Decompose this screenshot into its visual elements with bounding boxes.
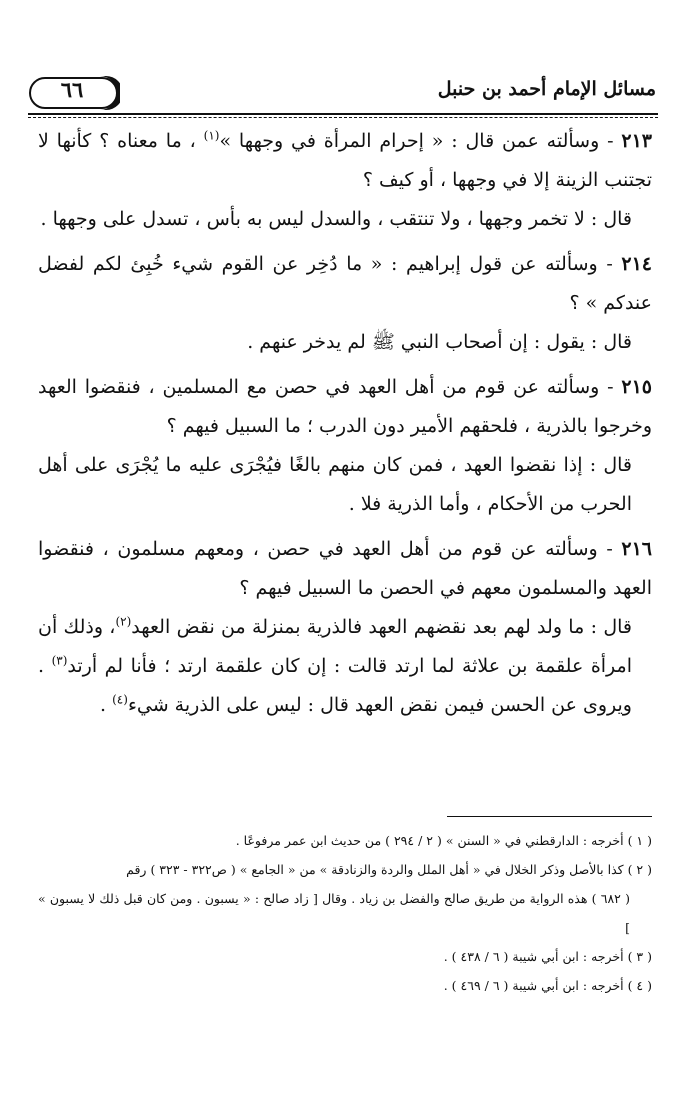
entry-question — [38, 368, 652, 446]
entry-213 — [38, 122, 652, 239]
answer-part: . — [100, 694, 107, 716]
entry-number: ٢١٥ — [621, 376, 652, 398]
entry-answer: قال : لا تخمر وجهها ، ولا تنتقب ، والسدل ليس به بأس ، تسدل على وجهها . — [40, 208, 632, 230]
question-text: - وسألته عن قوم من أهل العهد في حصن ، ومعهم مسلمون ، فنقضوا العهد والمسلمون معهم في الحصن ما السبيل فيهم ؟ — [38, 538, 652, 599]
page-number-badge — [28, 76, 120, 110]
footnote-3: ( ٣ ) أخرجه : ابن أبي شيبة ( ٦ / ٤٣٨ ) . — [443, 949, 652, 964]
page-header — [28, 76, 658, 116]
main-text — [38, 122, 652, 731]
entry-answer: قال : يقول : إن أصحاب النبي ﷺ لم يدخر عنهم . — [247, 331, 632, 353]
running-title: مسائل الإمام أحمد بن حنبل — [437, 78, 656, 100]
footnote-separator — [447, 816, 652, 817]
footnote-ref[interactable]: (٢) — [115, 614, 132, 629]
entry-number: ٢١٣ — [621, 130, 653, 152]
answer-part: ، وذلك أن امرأة علقمة بن علاثة لما ارتد قالت : إن كان علقمة ارتد ؛ فأنا لم أرتد — [38, 616, 632, 677]
footnote-4: ( ٤ ) أخرجه : ابن أبي شيبة ( ٦ / ٤٦٩ ) . — [443, 978, 652, 993]
entry-question — [38, 122, 652, 200]
footnote-ref[interactable]: (٤) — [112, 692, 128, 707]
question-text-rest: ، ما معناه ؟ كأنها لا تجتنب الزينة إلا في وجهها ، أو كيف ؟ — [38, 130, 652, 191]
entry-answer: قال : إذا نقضوا العهد ، فمن كان منهم بالغًا فيُجْرَى عليه ما يُجْرَى على أهل الحرب من الأحكام ، وأما الذرية فلا . — [38, 454, 632, 515]
answer-part: . ويروى عن الحسن فيمن نقض العهد قال : ليس على الذرية شيء — [38, 655, 632, 716]
entry-216 — [38, 530, 652, 725]
footnote-ref[interactable]: (١) — [203, 128, 220, 143]
footnotes — [38, 826, 652, 1000]
question-text: - وسألته عن قول إبراهيم : « ما دُخِر عن القوم شيء خُبِئ لكم لفضل عندكم » ؟ — [38, 253, 652, 314]
question-text: - وسألته عن قوم من أهل العهد في حصن مع المسلمين ، فنقضوا العهد وخرجوا بالذرية ، فلحقهم الأمير دون الدرب ؛ ما السبيل فيهم ؟ — [38, 376, 652, 437]
entry-215 — [38, 368, 652, 524]
header-rule — [28, 113, 658, 118]
footnote-2: ( ٢ ) كذا بالأصل وذكر الخلال في « أهل الملل والردة والزنادقة » من « الجامع » ( ص٣٢٢ - ٣٢٣ ) رقم — [126, 862, 652, 877]
entry-number: ٢١٦ — [621, 538, 652, 560]
entry-answer — [38, 608, 652, 725]
footnote-ref[interactable]: (٣) — [51, 653, 68, 668]
footnote-1: ( ١ ) أخرجه : الدارقطني في « السنن » ( ٢ / ٢٩٤ ) من حديث ابن عمر مرفوعًا . — [235, 833, 652, 848]
entry-question — [38, 245, 652, 323]
entry-number: ٢١٤ — [621, 253, 652, 275]
question-text: - وسألته عمن قال : « إحرام المرأة في وجهها » — [219, 130, 614, 152]
entry-214 — [38, 245, 652, 362]
page-number: ٦٦ — [60, 77, 84, 102]
footnote-2-continuation: ( ٦٨٢ ) هذه الرواية من طريق صالح والفضل بن زياد . وقال [ زاد صالح : « يسبون . ومن كان قبل ذلك لا يسبون » ] — [38, 891, 630, 935]
entry-question — [38, 530, 652, 608]
answer-part: قال : ما ولد لهم بعد نقضهم العهد فالذرية بمنزلة من نقض العهد — [131, 616, 632, 638]
